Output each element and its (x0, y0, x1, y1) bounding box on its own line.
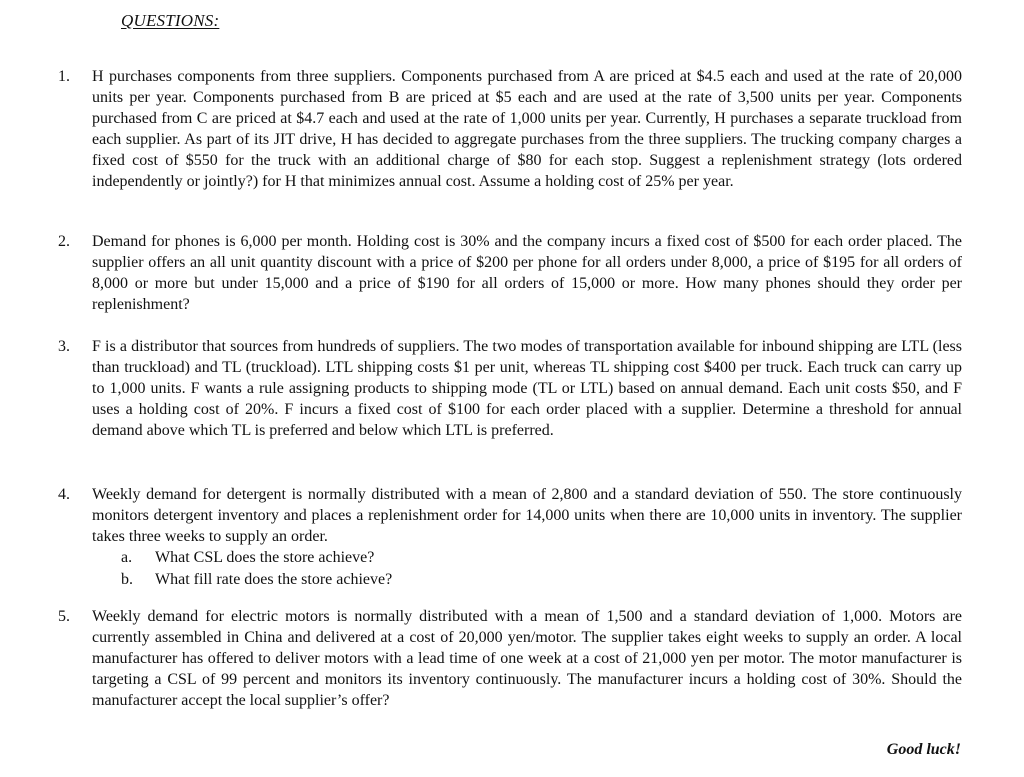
question-number: 4. (58, 486, 70, 503)
sub-question-list (58, 547, 962, 591)
question-text: F is a distributor that sources from hundreds of suppliers. The two modes of transportation available for inbound shipping are LTL (less than truckload) and TL (truckload). LTL shipping costs $1 per unit, whereas TL shipping cost $400 per truck. Each truck can carry up to 1,000 units. F wants a rule assigning products to shipping mode (TL or LTL) based on annual demand. Each unit costs $50, and F uses a holding cost of 20%. F incurs a fixed cost of $100 for each order placed with a supplier. Determine a threshold for annual demand above which TL is preferred and below which LTL is preferred. (92, 338, 962, 439)
sub-question-a (121, 547, 962, 569)
question-5 (58, 606, 962, 711)
sub-question-text: What fill rate does the store achieve? (155, 571, 393, 588)
question-text: Weekly demand for electric motors is normally distributed with a mean of 1,500 and a standard deviation of 1,000. Motors are currently assembled in China and delivered at a cost of 20,000 yen/motor. The supplier takes eight weeks to supply an order. A local manufacturer has offered to deliver motors with a lead time of one week at a cost of 21,000 yen per motor. The motor manufacturer is targeting a CSL of 99 percent and monitors its inventory continuously. The manufacturer incurs a holding cost of 30%. Should the manufacturer accept the local supplier’s offer? (92, 608, 962, 709)
question-number: 3. (58, 338, 70, 355)
question-4 (58, 484, 962, 591)
sub-question-b (121, 569, 962, 591)
question-number: 1. (58, 68, 70, 85)
question-2 (58, 231, 962, 315)
question-1 (58, 66, 962, 192)
sub-question-label: b. (121, 571, 133, 588)
question-text: H purchases components from three suppliers. Components purchased from A are priced at $4.5 each and used at the rate of 20,000 units per year. Components purchased from B are priced at $5 each and are used at the rate of 3,500 units per year. Components purchased from C are priced at $4.7 each and used at the rate of 1,000 units per year. Currently, H purchases a separate truckload from each supplier. As part of its JIT drive, H has decided to aggregate purchases from the three suppliers. The trucking company charges a fixed cost of $550 for the truck with an additional charge of $80 for each stop. Suggest a replenishment strategy (lots ordered independently or jointly?) for H that minimizes annual cost. Assume a holding cost of 25% per year. (92, 68, 962, 190)
question-3 (58, 336, 962, 441)
question-text: Demand for phones is 6,000 per month. Holding cost is 30% and the company incurs a fixed cost of $500 for each order placed. The supplier offers an all unit quantity discount with a price of $200 per phone for all orders under 8,000, a price of $195 for all orders of 8,000 or more but under 15,000 and a price of $190 for all orders of 15,000 or more. How many phones should they order per replenishment? (92, 233, 962, 313)
question-number: 5. (58, 608, 70, 625)
question-number: 2. (58, 233, 70, 250)
sub-question-label: a. (121, 549, 133, 566)
sub-question-text: What CSL does the store achieve? (155, 549, 375, 566)
question-text: Weekly demand for detergent is normally distributed with a mean of 2,800 and a standard deviation of 550. The store continuously monitors detergent inventory and places a replenishment order for 14,000 units when there are 10,000 units in inventory. The supplier takes three weeks to supply an order. (92, 486, 962, 545)
closing-note: Good luck! (886, 741, 961, 758)
page-title: QUESTIONS: (121, 11, 220, 30)
